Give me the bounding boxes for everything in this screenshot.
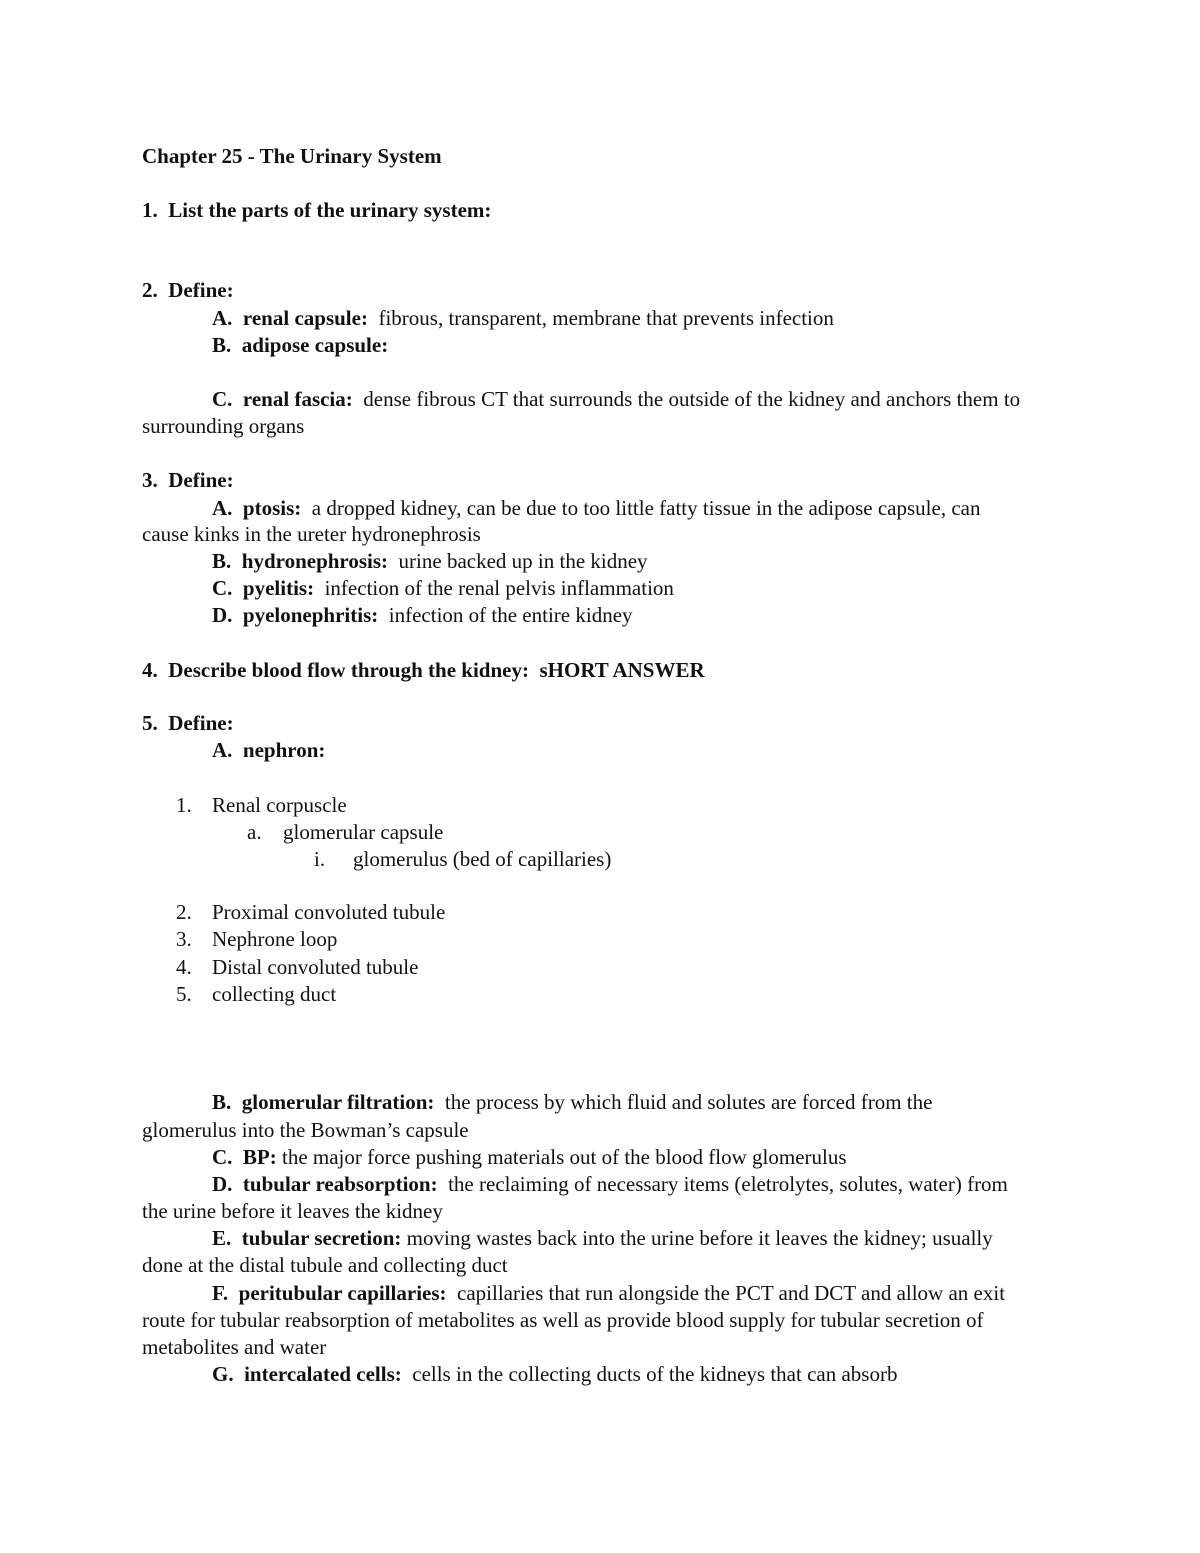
definition-pyelitis: C. pyelitis: infection of the renal pelvis inflammation [212,576,674,600]
question-2 [142,277,234,304]
list-item: 2. Proximal convoluted tubule [176,900,446,924]
definition-peritubular-capillaries: F. peritubular capillaries: capillaries that run alongside the PCT and DCT and allow an exit [212,1281,1006,1305]
question-text: List the parts of the urinary system: [168,198,492,222]
definition-continuation: cause kinks in the ureter hydronephrosis [142,522,481,546]
answer-text: sHORT ANSWER [539,658,705,682]
definition-continuation: done at the distal tubule and collecting duct [142,1253,508,1277]
question-text: Describe blood flow through the kidney: [168,658,529,682]
list-item: a. glomerular capsule [247,820,444,844]
definition-pyelonephritis: D. pyelonephritis: infection of the entire kidney [212,603,633,627]
definition-bp: C. BP: the major force pushing materials out of the blood flow glomerulus [212,1145,847,1169]
question-text: Define: [168,278,234,302]
definition-nephron: A. nephron: [212,738,326,762]
list-item: 1. Renal corpuscle [176,793,347,817]
definition-continuation: the urine before it leaves the kidney [142,1199,443,1223]
definition-hydronephrosis: B. hydronephrosis: urine backed up in the kidney [212,549,648,573]
definition-intercalated-cells: G. intercalated cells: cells in the collecting ducts of the kidneys that can absorb [212,1362,898,1386]
list-item: i. glomerulus (bed of capillaries) [314,847,612,871]
question-number: 2. [142,278,158,302]
question-1 [142,197,491,224]
question-number: 3. [142,468,158,492]
list-item: 3. Nephrone loop [176,927,338,951]
question-5 [142,710,234,737]
definition-tubular-secretion: E. tubular secretion: moving wastes back into the urine before it leaves the kidney; usually [212,1226,993,1250]
question-3 [142,467,234,494]
question-text: Define: [168,468,234,492]
question-4 [142,657,705,684]
definition-continuation: surrounding organs [142,414,305,438]
list-item: 4. Distal convoluted tubule [176,955,419,979]
question-number: 5. [142,711,158,735]
page-title: Chapter 25 - The Urinary System [142,144,442,168]
definition-glomerular-filtration: B. glomerular filtration: the process by which fluid and solutes are forced from the [212,1090,933,1114]
definition-continuation: glomerulus into the Bowman’s capsule [142,1118,469,1142]
question-number: 4. [142,658,158,682]
list-item: 5. collecting duct [176,982,337,1006]
definition-ptosis: A. ptosis: a dropped kidney, can be due to too little fatty tissue in the adipose capsule, can [212,496,981,520]
question-text: Define: [168,711,234,735]
question-number: 1. [142,198,158,222]
definition-renal-capsule: A. renal capsule: fibrous, transparent, membrane that prevents infection [212,306,834,330]
definition-renal-fascia: C. renal fascia: dense fibrous CT that surrounds the outside of the kidney and anchors them to [212,387,1021,411]
definition-adipose-capsule: B. adipose capsule: [212,333,389,357]
definition-tubular-reabsorption: D. tubular reabsorption: the reclaiming of necessary items (eletrolytes, solutes, water) from [212,1172,1008,1196]
definition-continuation: route for tubular reabsorption of metabolites as well as provide blood supply for tubular secretion of [142,1308,984,1332]
definition-continuation: metabolites and water [142,1335,327,1359]
